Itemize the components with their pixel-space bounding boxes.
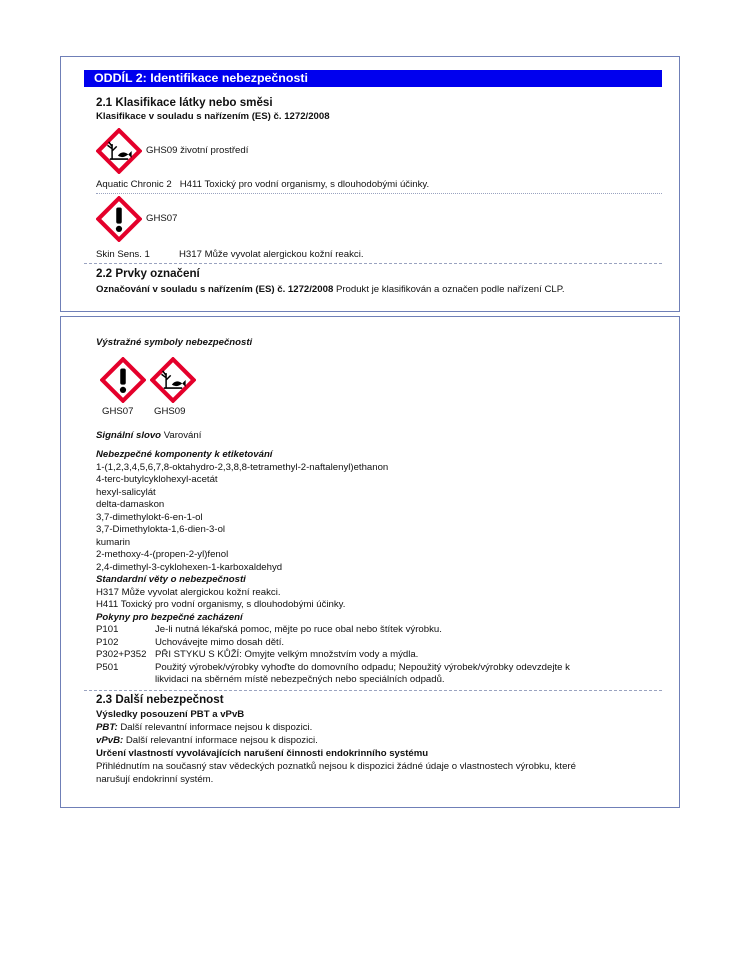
aquatic-row [96,179,429,191]
vpvb-line [96,735,318,747]
signal-value: Varování [161,430,202,441]
endocrine-text: Přihlédnutím na současný stav vědeckých poznatků nejsou k dispozici žádné údaje o vlastnostech výrobku, které [96,761,576,772]
pbt-heading: Výsledky posouzení PBT a vPvB [96,709,245,720]
component-item: 2-methoxy-4-(propen-2-yl)fenol [96,549,229,560]
p-code: P302+P352 [96,649,147,660]
divider [96,193,662,194]
hazard-statement: H411 Toxický pro vodní organismy, s dlouhodobými účinky. [96,599,346,610]
vpvb-text: Další relevantní informace nejsou k dispozici. [123,735,318,746]
pbt-line [96,722,312,734]
endocrine-heading: Určení vlastností vyvolávajících narušení činnosti endokrinního systému [96,748,429,759]
s21-subtitle: Klasifikace v souladu s nařízením (ES) č. 1272/2008 [96,111,330,122]
pbt-label: PBT: [96,722,118,733]
component-item: 3,7-dimethylokt-6-en-1-ol [96,512,203,523]
component-item: 3,7-Dimethylokta-1,6-dien-3-ol [96,524,226,535]
signal-label: Signální slovo [96,430,162,441]
component-item: 2,4-dimethyl-3-cyklohexen-1-karboxaldehyd [96,562,283,573]
ghs07-label: GHS07 [146,213,178,224]
components-heading: Nebezpečné komponenty k etiketování [96,449,273,460]
skin-class: Skin Sens. 1 [96,249,150,260]
p-code: P101 [96,624,119,635]
ghs09-environment-icon [150,357,196,403]
component-item: hexyl-salicylát [96,487,156,498]
s23-title: 2.3 Další nebezpečnost [96,693,224,706]
pbt-text: Další relevantní informace nejsou k dispozici. [117,722,313,733]
signal-word [96,430,201,442]
p-code: P102 [96,637,119,648]
s21-title: 2.1 Klasifikace látky nebo směsi [96,96,273,109]
hazard-symbols-heading: Výstražné symboly nebezpečnosti [96,337,253,348]
labelling-bold: Označování v souladu s nařízením (ES) č. 1272/2008 [96,284,334,295]
p-text-continued: likvidaci na sběrném místě nebezpečných nebo speciálních odpadů. [155,674,445,685]
skin-hazard: H317 Může vyvolat alergickou kožní reakci. [179,249,364,260]
labelling-line [96,284,565,296]
symbol-label-ghs07: GHS07 [102,406,134,417]
p-code: P501 [96,662,119,673]
hazard-statements-heading: Standardní věty o nebezpečnosti [96,574,246,585]
ghs09-environment-icon [96,128,142,174]
aquatic-hazard: H411 Toxický pro vodní organismy, s dlouhodobými účinky. [179,179,430,190]
aquatic-class: Aquatic Chronic 2 [96,179,172,190]
p-text: PŘI STYKU S KŮŽÍ: Omyjte velkým množstvím vody a mýdla. [155,649,419,660]
ghs09-label: GHS09 životní prostředí [146,145,249,156]
section-header: ODDÍL 2: Identifikace nebezpečnosti [84,70,662,87]
divider [84,263,662,264]
s22-title: 2.2 Prvky označení [96,267,200,280]
labelling-rest: Produkt je klasifikován a označen podle nařízení CLP. [333,284,565,295]
p-text: Je-li nutná lékařská pomoc, mějte po ruce obal nebo štítek výrobku. [155,624,442,635]
endocrine-text: narušují endokrinní systém. [96,774,214,785]
component-item: 1-(1,2,3,4,5,6,7,8-oktahydro-2,3,8,8-tetramethyl-2-naftalenyl)ethanon [96,462,389,473]
component-item: kumarin [96,537,131,548]
p-text: Uchovávejte mimo dosah dětí. [155,637,285,648]
symbol-label-ghs09: GHS09 [154,406,186,417]
ghs07-exclamation-icon [96,196,142,242]
divider [84,690,662,691]
p-text: Použitý výrobek/výrobky vyhoďte do domovního odpadu; Nepoužitý výrobek/výrobky odevzdejte k [155,662,570,673]
component-item: 4-terc-butylcyklohexyl-acetát [96,474,218,485]
hazard-statement: H317 Může vyvolat alergickou kožní reakci. [96,587,281,598]
ghs07-exclamation-icon [100,357,146,403]
vpvb-label: vPvB: [96,735,124,746]
precautionary-heading: Pokyny pro bezpečné zacházení [96,612,243,623]
component-item: delta-damaskon [96,499,165,510]
